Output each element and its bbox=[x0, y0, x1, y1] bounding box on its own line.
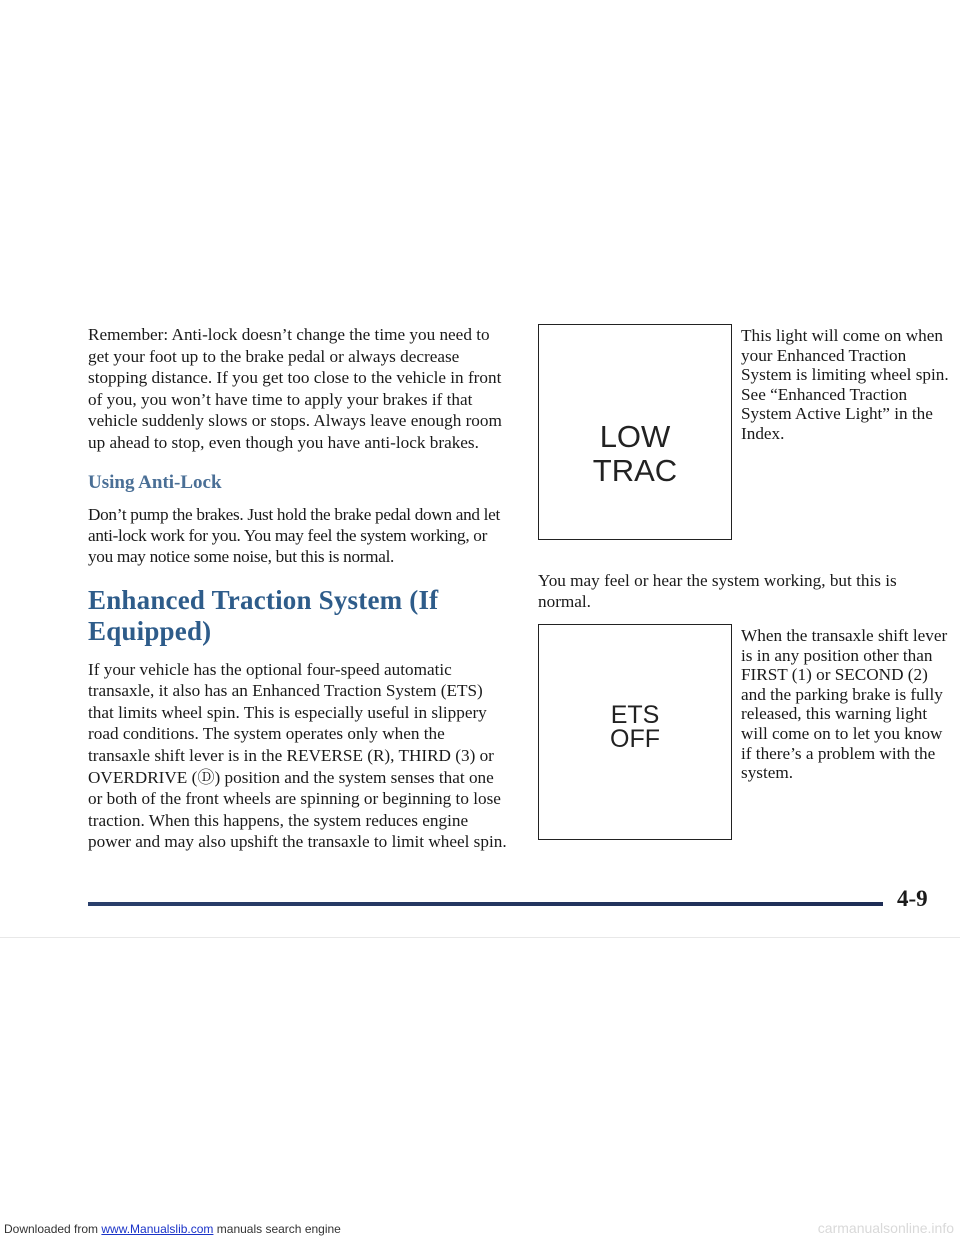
system-working-note: You may feel or hear the system working, but this is normal. bbox=[538, 571, 897, 611]
footer-rule bbox=[88, 902, 883, 906]
low-trac-lamp-icon bbox=[538, 324, 732, 540]
ets-paragraph: If your vehicle has the optional four-speed automatic transaxle, it also has an Enhanced Traction System (ETS) that limits wheel spin. This is especially useful in slippery road conditions. The system operates only when the transaxle shift lever is in the REVERSE (R), THIRD (3) or OVERDRIVE (Ⓓ) position and the system senses that one or both of the front wheels are spinning or beginning to lose traction. When this happens, the system reduces engine power and may also upshift the transaxle to limit wheel spin. bbox=[88, 659, 507, 852]
watermark-prefix: Downloaded from bbox=[4, 1222, 102, 1236]
subheading-using-anti-lock: Using Anti-Lock bbox=[88, 471, 222, 493]
ets-off-lamp-line1: ETS bbox=[610, 701, 660, 729]
intro-paragraph: Remember: Anti-lock doesn’t change the time you need to get your foot up to the brake pedal or always decrease stopping distance. If you get too close to the vehicle in front of you, you won’t have time to apply your brakes if that vehicle suddenly slows or stops. Always leave enough room up ahead to stop, even though you have anti-lock brakes. bbox=[88, 325, 502, 452]
low-trac-lamp-line2: TRAC bbox=[592, 453, 678, 488]
section-heading-enhanced-traction: Enhanced Traction System (If Equipped) bbox=[88, 584, 439, 646]
ets-off-description: When the transaxle shift lever is in any position other than FIRST (1) or SECOND (2) and the parking brake is fully released, this warning light will come on to let you know if there’s a problem with the system. bbox=[741, 626, 948, 783]
page-number: 4-9 bbox=[897, 886, 928, 911]
left-column bbox=[88, 324, 510, 853]
anti-lock-paragraph: Don’t pump the brakes. Just hold the brake pedal down and let anti-lock work for you. You may feel the system working, or you may notice some noise, but this is normal. bbox=[88, 504, 500, 566]
page-bottom-divider bbox=[0, 937, 960, 938]
ets-off-lamp-line2: OFF bbox=[610, 725, 660, 753]
watermark-suffix: manuals search engine bbox=[213, 1222, 341, 1236]
manualslib-link[interactable]: www.Manualslib.com bbox=[101, 1222, 214, 1236]
low-trac-lamp-line1: LOW bbox=[599, 419, 671, 454]
ets-off-lamp-icon bbox=[538, 624, 732, 840]
site-watermark: carmanualsonline.info bbox=[817, 1220, 954, 1236]
download-watermark bbox=[4, 1222, 341, 1236]
low-trac-description: This light will come on when your Enhanced Traction System is limiting wheel spin. See “Enhanced Traction System Active Light” in the Index. bbox=[741, 326, 949, 443]
